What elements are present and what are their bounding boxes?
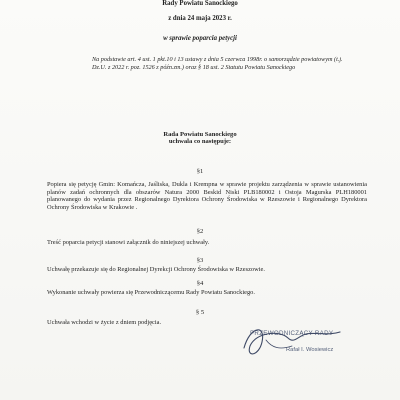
- stamp-name: Rafał I. Wosiewicz: [286, 347, 334, 353]
- council-name: Rada Powiatu Sanockiego: [163, 131, 237, 138]
- stamp-title: PRZEWODNICZĄCY RADY: [250, 330, 334, 337]
- section-text-1: Popiera się petycję Gmin: Komańcza, Jaśliska, Dukla i Krempna w sprawie projektu zarządzenia w sprawie ustanowienia planów zadań ochronnych dla obszarów Natura 2000 Beskid Niski PLB180002 i Ostoja Magurska PLH180001 planowanego do wydania przez Regionalnego Dyrektora Ochrony Środowiska w Rzeszowie i Regionalnego Dyrektora Ochrony Środowiska w Krakowie .: [47, 181, 367, 211]
- section-text-3: Uchwałę przekazuje się do Regionalnej Dyrekcji Ochrony Środowiska w Rzeszowie.: [47, 266, 265, 273]
- resolution-date: z dnia 24 maja 2023 r.: [168, 15, 232, 22]
- resolution-issuer: Rady Powiatu Sanockiego: [162, 0, 238, 7]
- section-mark-5: § 5: [195, 309, 205, 316]
- resolves-clause: uchwala co następuje:: [168, 138, 232, 145]
- section-mark-4: §4: [196, 280, 204, 287]
- section-text-2: Treść poparcia petycji stanowi załącznik do niniejszej uchwały.: [47, 239, 210, 246]
- resolution-subject: w sprawie poparcia petycji: [163, 35, 237, 42]
- section-text-5: Uchwała wchodzi w życie z dniem podjęcia.: [47, 319, 162, 326]
- legal-basis: Na podstawie art. 4 ust. 1 pkt.10 i 13 ustawy z dnia 5 czerwca 1998r. o samorządzie powiatowym (t.j. Dz.U. z 2022 r. poz. 1526 z późn.zm.) oraz § 18 ust. 2 Statutu Powiatu Sanockiego: [92, 56, 343, 71]
- section-mark-1: §1: [196, 168, 204, 175]
- handwritten-signature: [236, 318, 346, 366]
- section-mark-2: §2: [196, 228, 204, 235]
- section-text-4: Wykonanie uchwały powierza się Przewodniczącemu Rady Powiatu Sanockiego.: [47, 289, 255, 296]
- section-mark-3: §3: [196, 257, 204, 264]
